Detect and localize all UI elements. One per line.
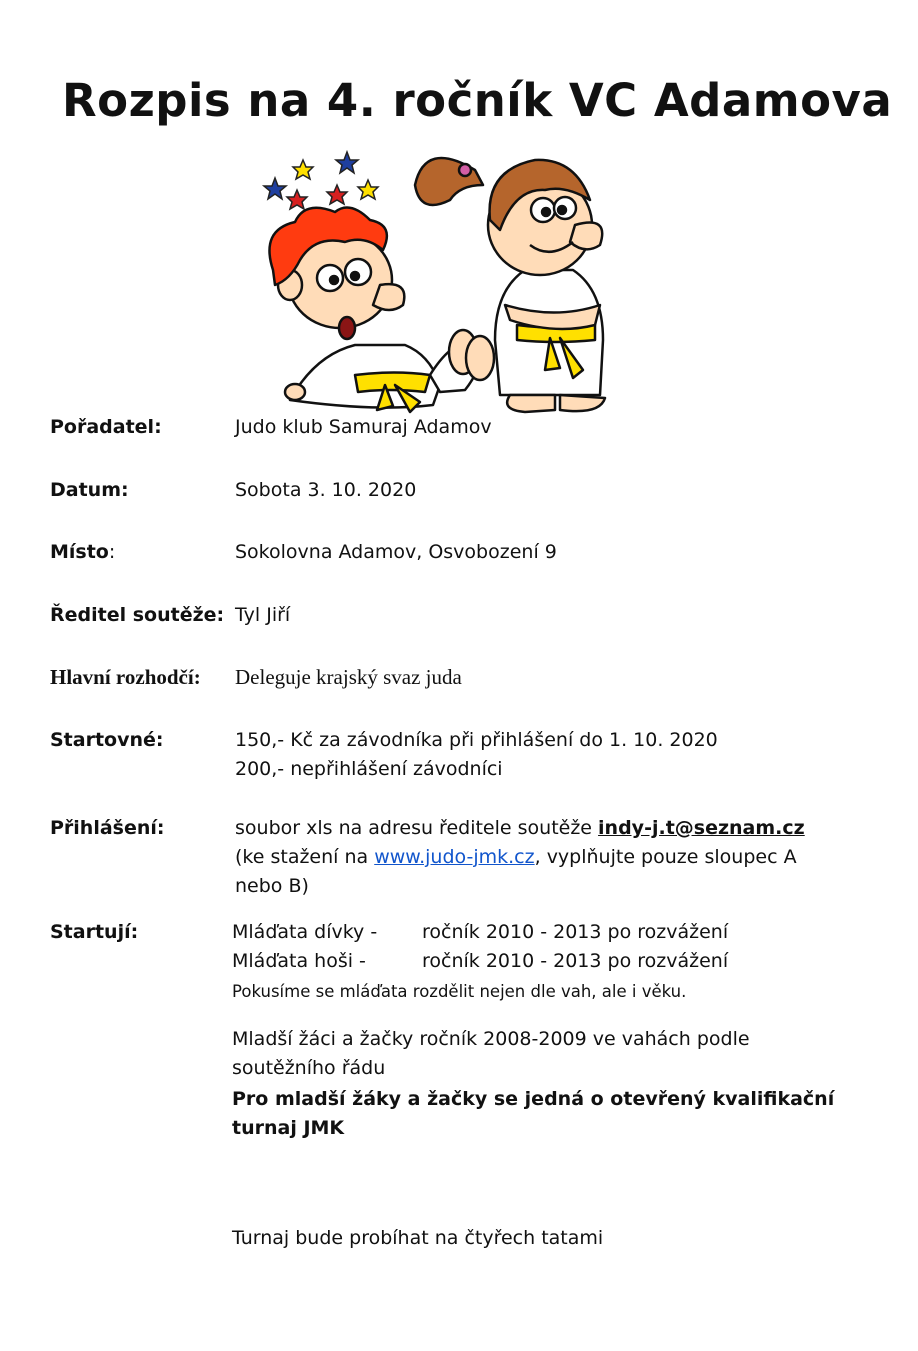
label-prihlaseni: Přihlášení: (50, 817, 165, 839)
value-startovne-2: 200,- nepřihlášení závodníci (235, 758, 503, 780)
value-datum: Sobota 3. 10. 2020 (235, 479, 417, 501)
prihlaseni-text-1: soubor xls na adresu ředitele soutěže (235, 817, 599, 839)
value-prihlaseni-2 (235, 843, 797, 872)
footer-note: Turnaj bude probíhat na čtyřech tatami (232, 1227, 604, 1249)
judo-kids-illustration (255, 130, 630, 415)
startuji-row2-year: ročník 2010 - 2013 po rozvážení (422, 950, 729, 972)
prihlaseni-text-2: (ke stažení na (235, 846, 375, 868)
stars-icon (264, 152, 378, 209)
label-rozhodci: Hlavní rozhodčí: (50, 665, 201, 689)
label-misto-text: Místo (50, 541, 109, 563)
value-prihlaseni-1 (235, 814, 805, 843)
label-reditel: Ředitel soutěže: (50, 604, 225, 626)
value-startovne-1: 150,- Kč za závodníka při přihlášení do 1. 10. 2020 (235, 729, 718, 751)
label-misto (50, 541, 115, 563)
value-rozhodci: Deleguje krajský svaz juda (235, 665, 462, 689)
value-prihlaseni-3: nebo B) (235, 875, 309, 897)
startuji-bold-2: turnaj JMK (232, 1117, 345, 1139)
startuji-row1-category: Mláďata dívky - (232, 921, 378, 943)
boy-figure (269, 208, 494, 413)
prihlaseni-text-3: , vyplňujte pouze sloupec A (534, 846, 797, 868)
label-misto-colon: : (108, 541, 116, 563)
startuji-row1-year: ročník 2010 - 2013 po rozvážení (422, 921, 729, 943)
website-link[interactable]: www.judo-jmk.cz (374, 846, 535, 868)
startuji-mladsi-2: soutěžního řádu (232, 1057, 386, 1079)
startuji-note: Pokusíme se mláďata rozdělit nejen dle vah, ale i věku. (232, 982, 687, 1001)
email-link[interactable]: indy-j.t@seznam.cz (598, 817, 805, 839)
label-startuji: Startují: (50, 921, 139, 943)
startuji-bold-1: Pro mladší žáky a žačky se jedná o otevřený kvalifikační (232, 1088, 835, 1110)
page-title: Rozpis na 4. ročník VC Adamova (62, 74, 893, 127)
startuji-mladsi-1: Mladší žáci a žačky ročník 2008-2009 ve vahách podle (232, 1028, 750, 1050)
value-reditel: Tyl Jiří (235, 604, 291, 626)
label-poradatel: Pořadatel: (50, 416, 162, 438)
label-datum: Datum: (50, 479, 129, 501)
label-startovne: Startovné: (50, 729, 164, 751)
startuji-row2-category: Mláďata hoši - (232, 950, 366, 972)
value-poradatel: Judo klub Samuraj Adamov (235, 416, 492, 438)
value-misto: Sokolovna Adamov, Osvobození 9 (235, 541, 557, 563)
